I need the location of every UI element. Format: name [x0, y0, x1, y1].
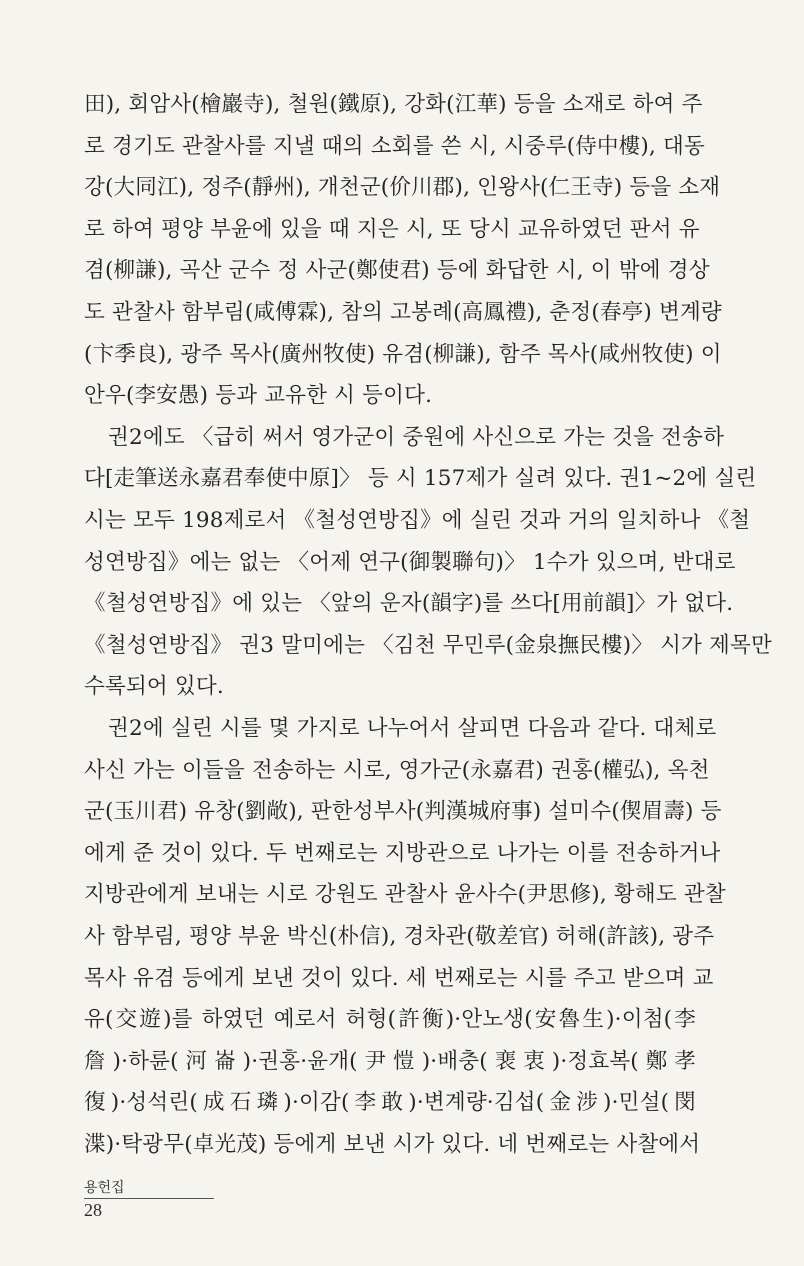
- text-line-12: 성연방집》에는 없는 〈어제 연구(御製聯句)〉 1수가 있으며, 반대로: [84, 549, 736, 575]
- text-line-11: 시는 모두 198제로서 《철성연방집》에 실린 것과 거의 일치하나 《철: [84, 508, 751, 533]
- text-line-16: 권2에 실린 시를 몇 가지로 나누어서 살피면 다음과 같다. 대체로: [108, 716, 717, 741]
- text-line-23: 유(交遊)를 하였던 예로서 허형(許衡)·안노생(安魯生)·이첨(李: [84, 1007, 696, 1033]
- text-line-17: 사신 가는 이들을 전송하는 시로, 영가군(永嘉君) 권홍(權弘), 옥천: [84, 757, 710, 783]
- text-line-6: 도 관찰사 함부림(咸傅霖), 참의 고봉례(高鳳禮), 춘정(春亭) 변계량: [84, 300, 722, 325]
- footer-divider: [84, 1198, 214, 1199]
- text-line-13: 《철성연방집》에 있는 〈앞의 운자(韻字)를 쓰다[用前韻]〉가 없다.: [84, 591, 734, 617]
- text-line-15: 수록되어 있다.: [84, 674, 224, 700]
- text-line-4: 로 하여 평양 부윤에 있을 때 지은 시, 또 당시 교유하였던 판서 유: [84, 216, 700, 242]
- text-line-25: 復)·성석린(成石璘)·이감(李敢)·변계량·김섭(金涉)·민설(閔: [84, 1090, 696, 1116]
- text-line-19: 에게 준 것이 있다. 두 번째로는 지방관으로 나가는 이를 전송하거나: [84, 840, 721, 866]
- text-line-21: 사 함부림, 평양 부윤 박신(朴信), 경차관(敬差官) 허해(許該), 광주: [84, 924, 715, 949]
- text-line-3: 강(大同江), 정주(靜州), 개천군(价川郡), 인왕사(仁王寺) 등을 소재: [84, 175, 721, 201]
- text-line-18: 군(玉川君) 유창(劉敞), 판한성부사(判漢城府事) 설미수(偰眉壽) 등: [84, 799, 722, 825]
- text-line-2: 로 경기도 관찰사를 지낼 때의 소회를 쓴 시, 시중루(侍中樓), 대동: [84, 133, 705, 159]
- text-line-1: 田), 회암사(檜巖寺), 철원(鐵原), 강화(江華) 등을 소재로 하여 주: [84, 92, 703, 117]
- text-line-9: 권2에도 〈급히 써서 영가군이 중원에 사신으로 가는 것을 전송하: [108, 424, 725, 450]
- text-line-8: 안우(李安愚) 등과 교유한 시 등이다.: [84, 383, 433, 409]
- running-footer-title: 용헌집: [84, 1180, 125, 1196]
- text-line-26: 渫)·탁광무(卓光茂) 등에게 보낸 시가 있다. 네 번째로는 사찰에서: [84, 1132, 701, 1157]
- page-number: 28: [84, 1200, 102, 1220]
- text-line-22: 목사 유겸 등에게 보낸 것이 있다. 세 번째로는 시를 주고 받으며 교: [84, 965, 714, 991]
- text-line-20: 지방관에게 보내는 시로 강원도 관찰사 윤사수(尹思修), 황해도 관찰: [84, 882, 726, 908]
- text-line-14: 《철성연방집》 권3 말미에는 〈김천 무민루(金泉撫民樓)〉 시가 제목만: [84, 632, 772, 658]
- text-line-24: 詹)·하륜(河崙)·권홍·윤개(尹愷)·배충(裵衷)·정효복(鄭孝: [84, 1048, 696, 1074]
- text-line-7: (卞季良), 광주 목사(廣州牧使) 유겸(柳謙), 함주 목사(咸州牧使) 이: [84, 341, 722, 367]
- text-line-10: 다[走筆送永嘉君奉使中原]〉 등 시 157제가 실려 있다. 권1~2에 실린: [84, 466, 757, 492]
- text-line-5: 겸(柳謙), 곡산 군수 정 사군(鄭使君) 등에 화답한 시, 이 밖에 경상: [84, 258, 710, 284]
